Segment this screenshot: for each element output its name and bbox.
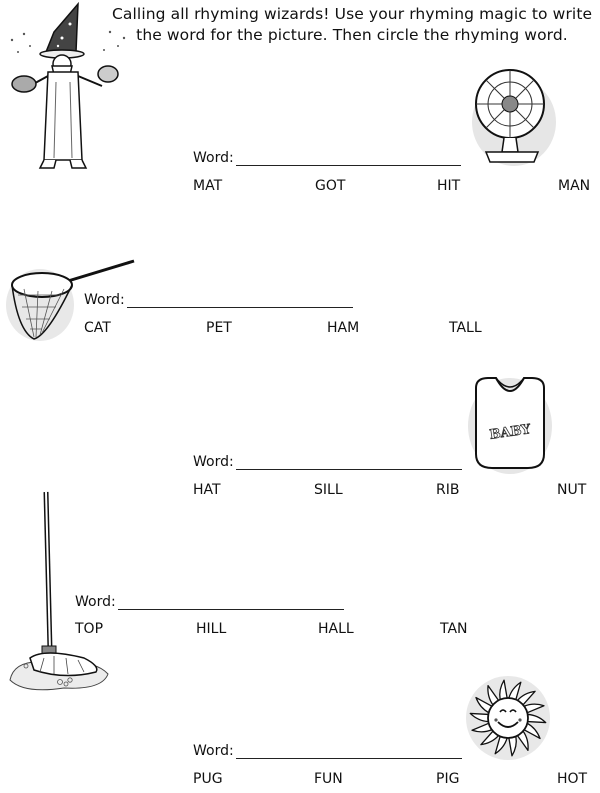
answer-line-2[interactable] (84, 292, 353, 308)
choice-3-2[interactable]: SILL (314, 482, 343, 498)
mop-icon (4, 490, 114, 696)
choice-3-1[interactable]: HAT (193, 482, 221, 498)
choice-1-1[interactable]: MAT (193, 178, 223, 194)
choice-5-4[interactable]: HOT (557, 771, 588, 787)
word-label: Word: (84, 292, 125, 308)
answer-line-3[interactable] (193, 454, 462, 470)
choice-1-4[interactable]: MAN (558, 178, 591, 194)
choice-5-1[interactable]: PUG (193, 771, 223, 787)
word-label: Word: (193, 743, 234, 759)
fan-icon (468, 62, 560, 168)
word-label: Word: (75, 594, 116, 610)
choice-3-4[interactable]: NUT (557, 482, 587, 498)
bib-icon (466, 374, 556, 476)
choice-5-2[interactable]: FUN (314, 771, 343, 787)
choice-2-1[interactable]: CAT (84, 320, 111, 336)
instructions-line-1: Calling all rhyming wizards! Use your rhyming magic to write (112, 5, 593, 23)
choice-2-3[interactable]: HAM (327, 320, 360, 336)
choice-5-3[interactable]: PIG (436, 771, 460, 787)
choice-4-4[interactable]: TAN (440, 621, 468, 637)
answer-line-5[interactable] (193, 743, 462, 759)
choice-1-2[interactable]: GOT (315, 178, 346, 194)
choice-4-2[interactable]: HILL (196, 621, 227, 637)
choice-3-3[interactable]: RIB (436, 482, 460, 498)
word-label: Word: (193, 150, 234, 166)
wizard-illustration (4, 2, 134, 174)
choice-2-2[interactable]: PET (206, 320, 232, 336)
choice-4-3[interactable]: HALL (318, 621, 354, 637)
word-label: Word: (193, 454, 234, 470)
instructions-line-2: the word for the picture. Then circle the rhyming word. (136, 26, 568, 44)
choice-1-3[interactable]: HIT (437, 178, 461, 194)
answer-line-4[interactable] (75, 594, 344, 610)
instructions (112, 4, 592, 46)
choice-2-4[interactable]: TALL (449, 320, 482, 336)
bib-label: BABY (488, 422, 532, 443)
sun-icon (460, 672, 556, 764)
choice-4-1[interactable]: TOP (75, 621, 104, 637)
answer-line-1[interactable] (193, 150, 461, 166)
